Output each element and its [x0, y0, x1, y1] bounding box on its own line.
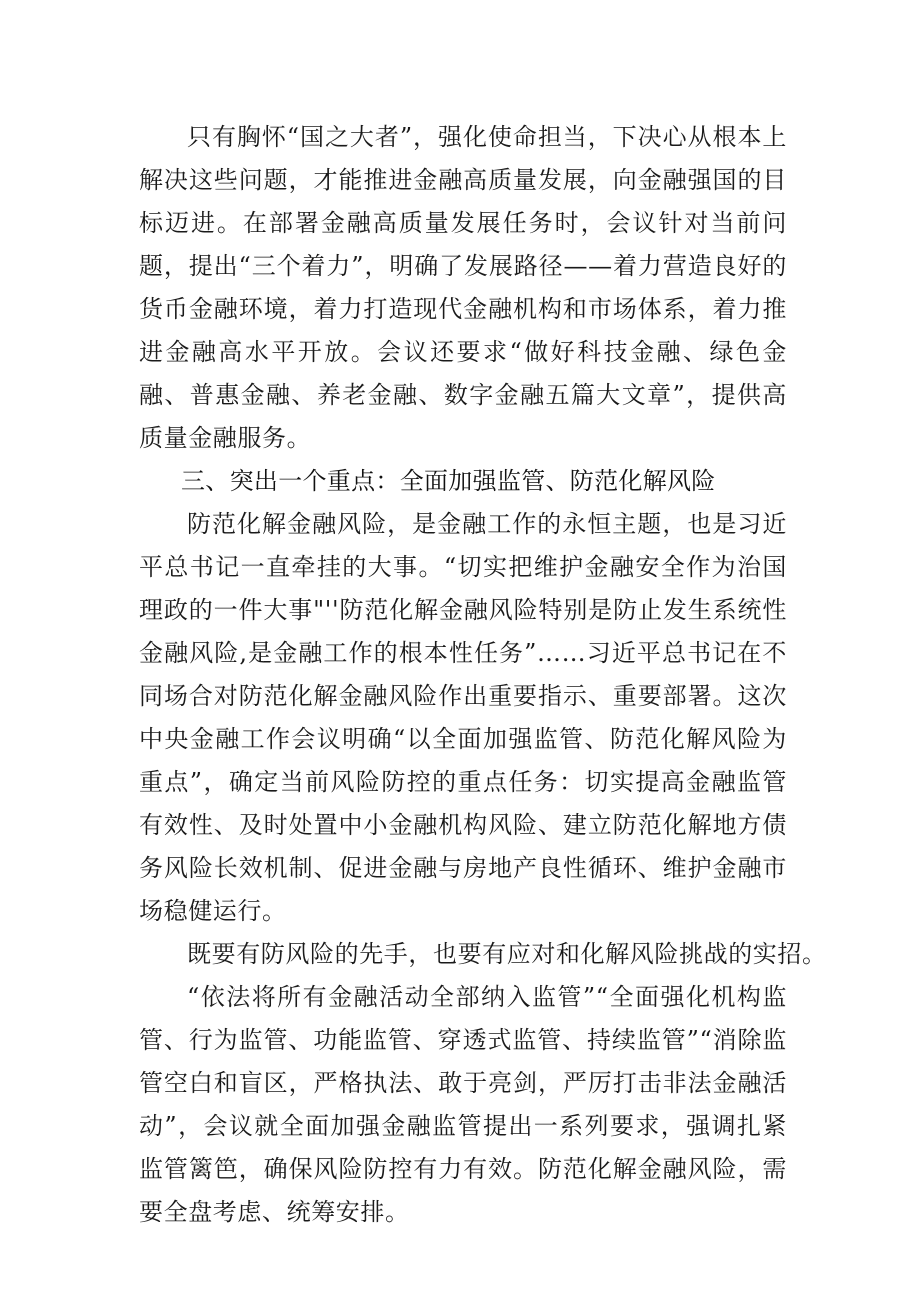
- paragraph-financial-development: 只有胸怀“国之大者”，强化使命担当，下决心从根本上解决这些问题，才能推进金融高质量发展，向金融强国的目标迈进。在部署金融高质量发展任务时，会议针对当前问题，提出“三个着力”，明确了发展路径——着力营造良好的货币金融环境，着力打造现代金融机构和市场体系，着力推进金融高水平开放。会议还要求“做好科技金融、绿色金融、普惠金融、养老金融、数字金融五篇大文章”，提供高质量金融服务。: [139, 123, 787, 452]
- document-body: [139, 116, 827, 1234]
- paragraph-risk-prevention: 防范化解金融风险，是金融工作的永恒主题，也是习近平总书记一直牵挂的大事。“切实把维护金融安全作为治国理政的一件大事"''防范化解金融风险特别是防止发生系统性金融风险,是金融工作的根本性任务”……习近平总书记在不同场合对防范化解金融风险作出重要指示、重要部署。这次中央金融工作会议明确“以全面加强监管、防范化解风险为重点”，确定当前风险防控的重点任务：切实提高金融监管有效性、及时处置中小金融机构风险、建立防范化解地方债务风险长效机制、促进金融与房地产良性循环、维护金融市场稳健运行。: [139, 510, 787, 925]
- section-heading: 三、突出一个重点：全面加强监管、防范化解风险: [181, 467, 716, 495]
- paragraph-measures-intro: 既要有防风险的先手，也要有应对和化解风险挑战的实招。: [187, 940, 827, 968]
- paragraph-supervision-requirements: “依法将所有金融活动全部纳入监管”“全面强化机构监管、行为监管、功能监管、穿透式监管、持续监管”“消除监管空白和盲区，严格执法、敢于亮剑，严厉打击非法金融活动”，会议就全面加强金融监管提出一系列要求，强调扎紧监管篱笆，确保风险防控有力有效。防范化解金融风险，需要全盘考虑、统筹安排。: [139, 983, 787, 1226]
